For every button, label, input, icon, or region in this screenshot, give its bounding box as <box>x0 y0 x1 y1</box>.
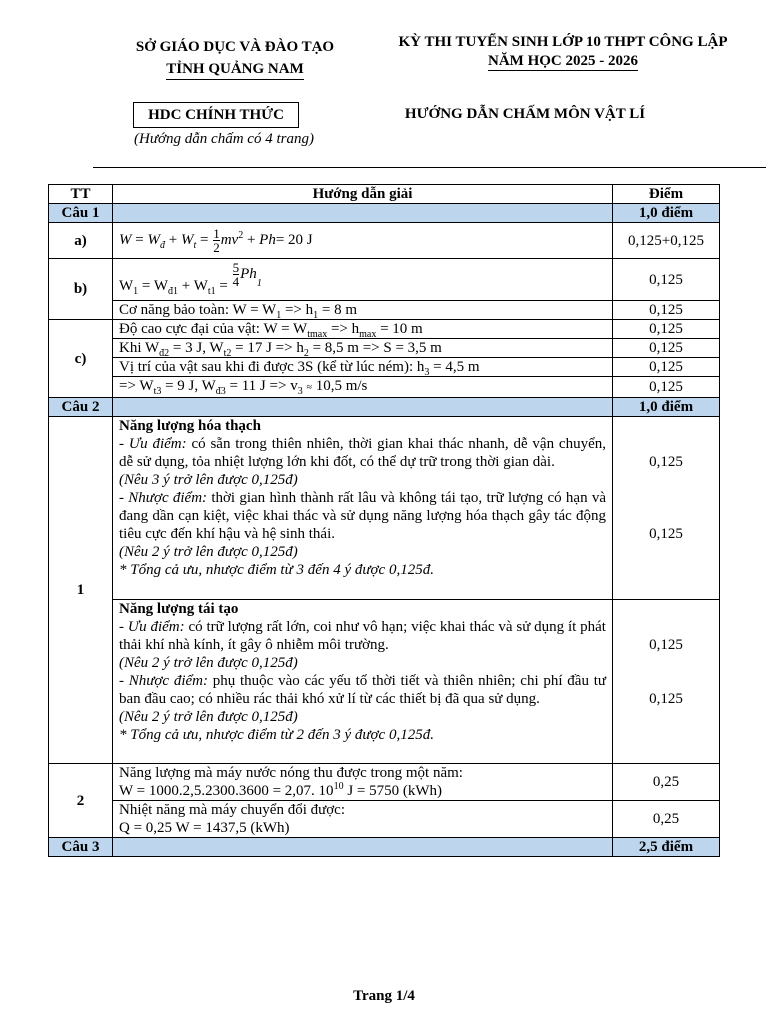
formula-energy: $W = W_đ + W_t$ = $\frac{1}{2}$ $mv^2 + Ph= 20$ J <box>113 223 613 259</box>
row-points: 0,125 <box>613 377 720 398</box>
header-divider <box>93 167 766 168</box>
fossil-total-note: * Tổng cả ưu, nhược điểm từ 3 đến 4 ý được 0,125đ. <box>119 562 434 578</box>
row-label: 1 <box>49 417 113 764</box>
row-label: b) <box>49 259 113 320</box>
row-points: 0,25 <box>613 764 720 801</box>
heat-calc-line: Nhiệt năng mà máy chuyển đổi được: <box>119 802 346 818</box>
column-header-tt: TT <box>49 185 113 204</box>
energy-calc-line: W = 1000.2,5.2300.3600 = 2,07. $10^{10}$ J = 5750 (kWh) <box>119 781 443 799</box>
heat-calc-line: Q = 0,25 W = 1437,5 (kWh) <box>119 820 290 836</box>
column-header-points: Điểm <box>613 185 720 204</box>
section-label: Câu 2 <box>49 398 113 417</box>
exam-title: KỲ THI TUYỂN SINH LỚP 10 THPT CÔNG LẬP <box>398 34 728 50</box>
row-points: 0,125 <box>613 339 720 358</box>
energy-calc <box>113 764 613 801</box>
row-points: 0,125 <box>613 301 720 320</box>
renewable-energy-block <box>113 600 613 764</box>
fossil-cons: - Nhược điểm: thời gian hình thành rất lâu và không tái tạo, trữ lượng có hạn và đang dần cạn kiệt, việc khai thác và sử dụng năng lượng hóa thạch gây tác động tiêu cực đến khí hậu và hệ sinh thái. <box>119 490 607 542</box>
table-row-2-2-heat <box>49 801 720 838</box>
row-points: 0,125+0,125 <box>613 223 720 259</box>
exam-header <box>368 33 758 71</box>
fossil-pros-note: (Nêu 3 ý trở lên được 0,125đ) <box>119 472 298 488</box>
province-name: TỈNH QUẢNG NAM <box>166 59 304 80</box>
section-points: 1,0 điểm <box>613 398 720 417</box>
fossil-energy-block <box>113 417 613 600</box>
page-count-note: (Hướng dẫn chấm có 4 trang) <box>134 131 314 147</box>
row-label: a) <box>49 223 113 259</box>
section-label: Câu 1 <box>49 204 113 223</box>
guide-text: Cơ năng bảo toàn: $W = W_1 => h_1 = 8$ m <box>113 301 613 320</box>
section-row-q1 <box>49 204 720 223</box>
guide-text: Vị trí của vật sau khi đi được 3S (kể từ lúc ném): $h_3 = 4,5$ m <box>113 358 613 377</box>
guide-text: => $W_{t3} = 9$ J, $W_{đ3} = 11$ $J => v_3 \approx 10,5$ m/s <box>113 377 613 398</box>
row-points: 0,125 <box>613 358 720 377</box>
table-row-2-1-renew <box>49 600 720 764</box>
row-points: 0,125 <box>649 454 683 470</box>
school-year: NĂM HỌC 2025 - 2026 <box>488 53 638 69</box>
renew-pros-note: (Nêu 2 ý trở lên được 0,125đ) <box>119 655 298 671</box>
row-points: 0,125 <box>649 526 683 542</box>
table-row-1b <box>49 259 720 301</box>
table-row-1c-2 <box>49 339 720 358</box>
column-header-guide: Hướng dẫn giải <box>113 185 613 204</box>
energy-calc-line: Năng lượng mà máy nước nóng thu được trong một năm: <box>119 765 463 781</box>
table-row-2-1-fossil <box>49 417 720 600</box>
section-row-q3 <box>49 838 720 857</box>
grading-table <box>48 184 720 857</box>
row-points: 0,125 <box>649 637 683 653</box>
heat-calc <box>113 801 613 838</box>
formula-result: = 20 J <box>275 231 313 248</box>
row-points: 0,125 <box>649 691 683 707</box>
department-header <box>100 36 370 80</box>
renew-title: Năng lượng tái tạo <box>119 601 239 617</box>
fossil-cons-note: (Nêu 2 ý trở lên được 0,125đ) <box>119 544 298 560</box>
renew-pros: - Ưu điểm: có trữ lượng rất lớn, coi như vô hạn; việc khai thác và sử dụng ít phát thải khí nhà kính, ít gây ô nhiễm môi trường. <box>119 619 606 653</box>
table-row-1a <box>49 223 720 259</box>
formula-energy-split: $W_1 = W_{đ1} + W_{t1}$ = $\frac{5}{4}$ $Ph_1$ <box>113 259 613 301</box>
renew-total-note: * Tổng cả ưu, nhược điểm từ 2 đến 3 ý được 0,125đ. <box>119 727 434 743</box>
section-points: 2,5 điểm <box>613 838 720 857</box>
renew-cons: - Nhược điểm: phụ thuộc vào các yếu tố thời tiết và thiên nhiên; chi phí đầu tư ban đầu cao; có nhiều rác thải khó xử lí từ các thiết bị đã qua sử dụng. <box>119 673 606 707</box>
fossil-pros: - Ưu điểm: có sẵn trong thiên nhiên, thời gian khai thác nhanh, dễ vận chuyển, dễ sử dụng, tỏa nhiệt lượng lớn khi đốt, có thể dự trữ trong thời gian dài. <box>119 436 606 470</box>
table-row-2-2-energy <box>49 764 720 801</box>
guide-text: Độ cao cực đại của vật: $W = W_{tmax} => h_{max} = 10$ m <box>113 320 613 339</box>
section-points: 1,0 điểm <box>613 204 720 223</box>
row-label: 2 <box>49 764 113 838</box>
renew-cons-note: (Nêu 2 ý trở lên được 0,125đ) <box>119 709 298 725</box>
table-row-1b-2 <box>49 301 720 320</box>
table-row-1c-3 <box>49 358 720 377</box>
fossil-title: Năng lượng hóa thạch <box>119 418 261 434</box>
table-row-1c-4 <box>49 377 720 398</box>
official-badge: HDC CHÍNH THỨC <box>133 102 299 128</box>
department-name: SỞ GIÁO DỤC VÀ ĐÀO TẠO <box>135 39 335 55</box>
row-label: c) <box>49 320 113 398</box>
page-number: Trang 1/4 <box>353 988 415 1004</box>
guide-text: Khi $W_{đ2} = 3$ J, $W_{t2} = 17$ $J => h_2 = 8,5$ m => S = 3,5 m <box>113 339 613 358</box>
table-header-row <box>49 185 720 204</box>
section-label: Câu 3 <box>49 838 113 857</box>
row-points: 0,125 <box>613 320 720 339</box>
table-row-1c-1 <box>49 320 720 339</box>
section-row-q2 <box>49 398 720 417</box>
row-points: 0,25 <box>613 801 720 838</box>
subject-title: HƯỚNG DẪN CHẤM MÔN VẬT LÍ <box>404 106 646 122</box>
row-points: 0,125 <box>613 259 720 301</box>
